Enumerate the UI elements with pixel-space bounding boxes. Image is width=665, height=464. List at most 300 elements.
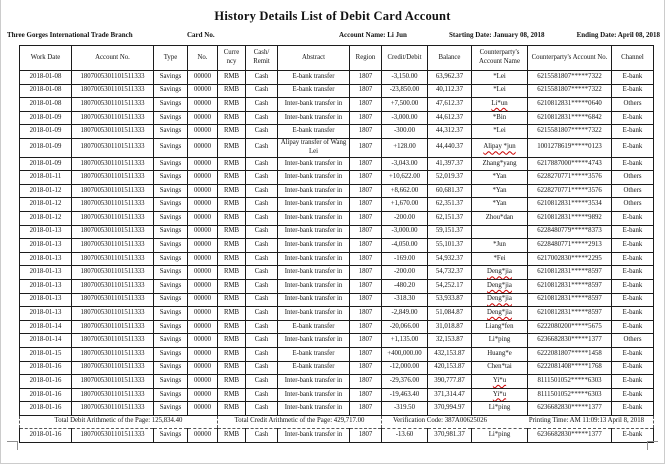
cell-channel: E-bank [612, 375, 654, 389]
cell-work-date: 2018-01-13 [20, 293, 72, 307]
cell-no: 00000 [188, 266, 218, 280]
cell-region: 1807 [350, 402, 382, 416]
cell-work-date: 2018-01-16 [20, 388, 72, 402]
cell-channel: E-bank [612, 361, 654, 375]
cell-work-date: 2018-01-08 [20, 84, 72, 98]
cell-counterparty-name: Chen*tai [472, 361, 528, 375]
cell-no: 00000 [188, 388, 218, 402]
cell-abstract: Inter-bank transfer in [278, 428, 350, 442]
cell-counterparty-name [472, 293, 528, 307]
table-row [20, 428, 654, 442]
cell-region: 1807 [350, 225, 382, 239]
table-row [20, 98, 654, 112]
cell-channel: E-bank [612, 307, 654, 321]
cell-credit-debit: -300.00 [382, 125, 428, 139]
cell-channel: Others [612, 171, 654, 185]
cell-work-date: 2018-01-13 [20, 252, 72, 266]
cell-no: 00000 [188, 252, 218, 266]
cell-counterparty-account: 6236682830*****1377 [528, 402, 612, 416]
cell-type: Savings [154, 334, 188, 348]
cell-account-no: 1807005301101511333 [72, 293, 154, 307]
cell-counterparty-name [472, 388, 528, 402]
cell-cash-remit: Cash [246, 428, 278, 442]
col-header-counterparty-name: Counterparty's Account Name [472, 46, 528, 71]
cell-balance: 44,440.37 [428, 138, 472, 157]
cell-counterparty-account: 6210812831*****8597 [528, 293, 612, 307]
cell-credit-debit: -3,000.00 [382, 111, 428, 125]
cell-cash-remit: Cash [246, 84, 278, 98]
overflow-body [20, 428, 654, 442]
cell-currency: RMB [218, 212, 246, 226]
header-row [20, 46, 654, 71]
table-row [20, 212, 654, 226]
cell-counterparty-account: 6236682830*****1377 [528, 428, 612, 442]
cell-counterparty-name: Zhang*yang [472, 157, 528, 171]
cell-account-no: 1807005301101511333 [72, 252, 154, 266]
cell-region: 1807 [350, 98, 382, 112]
cell-channel: E-bank [612, 279, 654, 293]
cell-balance: 31,018.87 [428, 320, 472, 334]
cell-credit-debit: -13.60 [382, 428, 428, 442]
cell-counterparty-name: *Fei [472, 252, 528, 266]
cell-cash-remit: Cash [246, 388, 278, 402]
cell-counterparty-account: 8111501052*****6303 [528, 375, 612, 389]
cell-credit-debit: -20,066.00 [382, 320, 428, 334]
cell-region: 1807 [350, 320, 382, 334]
cell-balance: 44,312.37 [428, 125, 472, 139]
cell-currency: RMB [218, 361, 246, 375]
total-credit: Total Credit Arithmetic of the Page: 429,717.00 [218, 415, 382, 428]
cell-channel: E-bank [612, 157, 654, 171]
cell-cash-remit: Cash [246, 111, 278, 125]
cell-cash-remit: Cash [246, 252, 278, 266]
cell-account-no: 1807005301101511333 [72, 375, 154, 389]
cell-credit-debit: -12,000.00 [382, 361, 428, 375]
table-row [20, 334, 654, 348]
cell-channel: E-bank [612, 111, 654, 125]
cell-cash-remit: Cash [246, 347, 278, 361]
cell-counterparty-name: *Lei [472, 71, 528, 85]
col-header-credit-debit: Credit/Debit [382, 46, 428, 71]
cell-abstract: Inter-bank transfer in [278, 375, 350, 389]
cell-no: 00000 [188, 125, 218, 139]
cell-currency: RMB [218, 293, 246, 307]
misspelled-name: Deng*jia [487, 281, 512, 289]
cell-abstract: E-bank transfer [278, 347, 350, 361]
cell-no: 00000 [188, 138, 218, 157]
cell-counterparty-name: *Lei [472, 125, 528, 139]
cell-channel: E-bank [612, 266, 654, 280]
cell-account-no: 1807005301101511333 [72, 138, 154, 157]
cell-type: Savings [154, 252, 188, 266]
col-header-counterparty-account: Counterparty's Account No. [528, 46, 612, 71]
cell-work-date: 2018-01-14 [20, 334, 72, 348]
cell-counterparty-account: 6210812831*****3534 [528, 198, 612, 212]
cell-currency: RMB [218, 320, 246, 334]
col-header-channel: Channel [612, 46, 654, 71]
cell-cash-remit: Cash [246, 71, 278, 85]
cell-region: 1807 [350, 347, 382, 361]
cell-type: Savings [154, 347, 188, 361]
cell-work-date: 2018-01-12 [20, 184, 72, 198]
cell-currency: RMB [218, 98, 246, 112]
table-body [20, 71, 654, 416]
cell-work-date: 2018-01-08 [20, 98, 72, 112]
cell-currency: RMB [218, 111, 246, 125]
cell-work-date: 2018-01-13 [20, 239, 72, 253]
cell-abstract: Inter-bank transfer in [278, 157, 350, 171]
cell-type: Savings [154, 239, 188, 253]
cell-channel: E-bank [612, 320, 654, 334]
cell-currency: RMB [218, 84, 246, 98]
cell-balance: 55,101.37 [428, 239, 472, 253]
cell-credit-debit: -3,043.00 [382, 157, 428, 171]
cell-counterparty-name: Li*ping [472, 402, 528, 416]
page-margin-mark-bottom-right [647, 441, 658, 450]
branch-name: Three Gorges International Trade Branch [7, 31, 133, 39]
cell-balance: 41,397.37 [428, 157, 472, 171]
cell-type: Savings [154, 157, 188, 171]
cell-no: 00000 [188, 402, 218, 416]
cell-credit-debit: -3,150.00 [382, 71, 428, 85]
cell-abstract: Inter-bank transfer in [278, 252, 350, 266]
cell-cash-remit: Cash [246, 361, 278, 375]
cell-cash-remit: Cash [246, 279, 278, 293]
cell-counterparty-name: *Jun [472, 239, 528, 253]
cell-credit-debit: +400,000.00 [382, 347, 428, 361]
cell-region: 1807 [350, 428, 382, 442]
cell-credit-debit: +10,622.00 [382, 171, 428, 185]
cell-cash-remit: Cash [246, 402, 278, 416]
cell-type: Savings [154, 71, 188, 85]
cell-counterparty-name [472, 279, 528, 293]
cell-abstract: E-bank transfer [278, 84, 350, 98]
cell-cash-remit: Cash [246, 171, 278, 185]
cell-no: 00000 [188, 307, 218, 321]
cell-channel: E-bank [612, 402, 654, 416]
cell-region: 1807 [350, 138, 382, 157]
cell-abstract: Inter-bank transfer in [278, 225, 350, 239]
cell-credit-debit: +8,662.00 [382, 184, 428, 198]
cell-currency: RMB [218, 171, 246, 185]
cell-currency: RMB [218, 388, 246, 402]
cell-counterparty-account: 6210812831*****6842 [528, 111, 612, 125]
cell-currency: RMB [218, 347, 246, 361]
cell-account-no: 1807005301101511333 [72, 334, 154, 348]
page-margin-mark-bottom-left [7, 441, 18, 450]
cell-region: 1807 [350, 307, 382, 321]
cell-counterparty-account: 6236682830*****1377 [528, 334, 612, 348]
table-row [20, 71, 654, 85]
cell-cash-remit: Cash [246, 212, 278, 226]
cell-region: 1807 [350, 334, 382, 348]
cell-cash-remit: Cash [246, 225, 278, 239]
cell-credit-debit: -200.00 [382, 212, 428, 226]
misspelled-name: Alipay *jun [483, 143, 516, 151]
cell-abstract: Inter-bank transfer in [278, 307, 350, 321]
cell-currency: RMB [218, 266, 246, 280]
cell-currency: RMB [218, 71, 246, 85]
table-row [20, 239, 654, 253]
cell-work-date: 2018-01-09 [20, 157, 72, 171]
cell-cash-remit: Cash [246, 320, 278, 334]
cell-region: 1807 [350, 279, 382, 293]
col-header-work-date: Work Date [20, 46, 72, 71]
cell-counterparty-account: 6215581807*****7322 [528, 71, 612, 85]
cell-cash-remit: Cash [246, 334, 278, 348]
cell-no: 00000 [188, 225, 218, 239]
table-row [20, 307, 654, 321]
cell-currency: RMB [218, 225, 246, 239]
cell-credit-debit: -169.00 [382, 252, 428, 266]
cell-balance: 370,981.37 [428, 428, 472, 442]
cell-cash-remit: Cash [246, 98, 278, 112]
table-row [20, 138, 654, 157]
cell-channel: E-bank [612, 125, 654, 139]
cell-cash-remit: Cash [246, 307, 278, 321]
cell-type: Savings [154, 320, 188, 334]
cell-account-no: 1807005301101511333 [72, 184, 154, 198]
cell-counterparty-name: Zhou*dan [472, 212, 528, 226]
cell-credit-debit: +128.00 [382, 138, 428, 157]
cell-counterparty-account: 6210812831*****8597 [528, 307, 612, 321]
cell-abstract: E-bank transfer [278, 125, 350, 139]
table-row [20, 157, 654, 171]
cell-abstract: Alipay transfer of Wang Lei [278, 138, 350, 157]
table-row [20, 252, 654, 266]
cell-balance: 63,962.37 [428, 71, 472, 85]
cell-cash-remit: Cash [246, 293, 278, 307]
cell-counterparty-account: 6217887000*****4743 [528, 157, 612, 171]
cell-no: 00000 [188, 212, 218, 226]
cell-no: 00000 [188, 293, 218, 307]
cell-cash-remit: Cash [246, 125, 278, 139]
cell-region: 1807 [350, 239, 382, 253]
cell-type: Savings [154, 361, 188, 375]
cell-type: Savings [154, 279, 188, 293]
cell-currency: RMB [218, 157, 246, 171]
cell-counterparty-account: 1001278619*****0123 [528, 138, 612, 157]
cell-no: 00000 [188, 157, 218, 171]
cell-abstract: Inter-bank transfer in [278, 184, 350, 198]
cell-credit-debit: +7,500.00 [382, 98, 428, 112]
cell-type: Savings [154, 266, 188, 280]
cell-channel: Others [612, 334, 654, 348]
cell-counterparty-name: Li*ping [472, 428, 528, 442]
cell-type: Savings [154, 198, 188, 212]
cell-counterparty-account: 6210812831*****8597 [528, 279, 612, 293]
cell-account-no: 1807005301101511333 [72, 98, 154, 112]
col-header-type: Type [154, 46, 188, 71]
cell-work-date: 2018-01-16 [20, 428, 72, 442]
cell-balance: 62,351.37 [428, 198, 472, 212]
table-row [20, 184, 654, 198]
cell-account-no: 1807005301101511333 [72, 111, 154, 125]
table-row [20, 388, 654, 402]
cell-work-date: 2018-01-12 [20, 198, 72, 212]
cell-channel: E-bank [612, 293, 654, 307]
cell-counterparty-account: 6228480771*****2913 [528, 239, 612, 253]
cell-currency: RMB [218, 138, 246, 157]
cell-cash-remit: Cash [246, 138, 278, 157]
cell-currency: RMB [218, 198, 246, 212]
cell-account-no: 1807005301101511333 [72, 428, 154, 442]
col-header-balance: Balance [428, 46, 472, 71]
cell-credit-debit: -23,850.00 [382, 84, 428, 98]
cell-balance: 32,153.87 [428, 334, 472, 348]
cell-currency: RMB [218, 402, 246, 416]
cell-account-no: 1807005301101511333 [72, 71, 154, 85]
statement-meta [1, 31, 664, 42]
cell-channel: E-bank [612, 347, 654, 361]
cell-balance: 54,732.37 [428, 266, 472, 280]
cell-counterparty-account: 6222080200*****5675 [528, 320, 612, 334]
cell-no: 00000 [188, 375, 218, 389]
cell-balance: 51,084.87 [428, 307, 472, 321]
cell-channel: Others [612, 198, 654, 212]
starting-date: Starting Date: January 08, 2018 [449, 31, 545, 39]
cell-no: 00000 [188, 239, 218, 253]
cell-credit-debit: +1,135.00 [382, 334, 428, 348]
totals-body [20, 415, 654, 428]
cell-currency: RMB [218, 428, 246, 442]
cell-counterparty-name [472, 225, 528, 239]
cell-credit-debit: -3,000.00 [382, 225, 428, 239]
misspelled-name: Yi*u [492, 377, 507, 384]
cell-counterparty-name [472, 138, 528, 157]
cell-account-no: 1807005301101511333 [72, 279, 154, 293]
table-row [20, 375, 654, 389]
cell-type: Savings [154, 388, 188, 402]
statement-table [19, 45, 654, 443]
cell-no: 00000 [188, 84, 218, 98]
cell-region: 1807 [350, 125, 382, 139]
table-row [20, 279, 654, 293]
cell-abstract: Inter-bank transfer in [278, 293, 350, 307]
cell-counterparty-account: 8111501052*****6303 [528, 388, 612, 402]
cell-cash-remit: Cash [246, 239, 278, 253]
cell-type: Savings [154, 225, 188, 239]
cell-work-date: 2018-01-14 [20, 320, 72, 334]
cell-channel: E-bank [612, 138, 654, 157]
cell-type: Savings [154, 375, 188, 389]
cell-balance: 420,153.87 [428, 361, 472, 375]
cell-abstract: Inter-bank transfer in [278, 171, 350, 185]
misspelled-name: Deng*jia [487, 268, 512, 276]
cell-balance: 40,112.37 [428, 84, 472, 98]
cell-channel: Others [612, 98, 654, 112]
cell-work-date: 2018-01-09 [20, 111, 72, 125]
cell-no: 00000 [188, 320, 218, 334]
cell-account-no: 1807005301101511333 [72, 402, 154, 416]
col-header-cash-remit: Cash/ Remit [246, 46, 278, 71]
account-name: Account Name: Li Jun [339, 31, 407, 39]
cell-currency: RMB [218, 184, 246, 198]
cell-account-no: 1807005301101511333 [72, 225, 154, 239]
card-no-label: Card No. [187, 31, 215, 39]
cell-type: Savings [154, 98, 188, 112]
verification-code: Verification Code: 387A00625026 [393, 417, 488, 425]
cell-type: Savings [154, 307, 188, 321]
cell-credit-debit: -319.50 [382, 402, 428, 416]
misspelled-name: Li*un [491, 100, 508, 108]
table-row [20, 347, 654, 361]
cell-counterparty-account: 6210812831*****9892 [528, 212, 612, 226]
cell-balance: 59,151.37 [428, 225, 472, 239]
ending-date: Ending Date: April 08, 2018 [576, 31, 660, 39]
cell-region: 1807 [350, 198, 382, 212]
cell-work-date: 2018-01-08 [20, 71, 72, 85]
cell-account-no: 1807005301101511333 [72, 307, 154, 321]
cell-work-date: 2018-01-13 [20, 266, 72, 280]
cell-credit-debit: -480.20 [382, 279, 428, 293]
cell-abstract: E-bank transfer [278, 71, 350, 85]
cell-channel: E-bank [612, 71, 654, 85]
cell-balance: 62,151.37 [428, 212, 472, 226]
cell-balance: 390,777.87 [428, 375, 472, 389]
table-row [20, 225, 654, 239]
col-header-region: Region [350, 46, 382, 71]
cell-no: 00000 [188, 361, 218, 375]
cell-region: 1807 [350, 157, 382, 171]
cell-channel: E-bank [612, 388, 654, 402]
cell-counterparty-name: Liang*fen [472, 320, 528, 334]
table-row [20, 402, 654, 416]
cell-channel: E-bank [612, 212, 654, 226]
cell-work-date: 2018-01-16 [20, 402, 72, 416]
cell-cash-remit: Cash [246, 184, 278, 198]
cell-type: Savings [154, 84, 188, 98]
cell-balance: 432,153.87 [428, 347, 472, 361]
cell-type: Savings [154, 212, 188, 226]
cell-channel: E-bank [612, 225, 654, 239]
table-row [20, 320, 654, 334]
cell-balance: 52,019.37 [428, 171, 472, 185]
cell-region: 1807 [350, 184, 382, 198]
cell-credit-debit: -4,050.00 [382, 239, 428, 253]
cell-work-date: 2018-01-11 [20, 171, 72, 185]
cell-no: 00000 [188, 184, 218, 198]
cell-type: Savings [154, 171, 188, 185]
printing-time: Printing Time: AM 11:09:13 April 8, 2018 [528, 417, 644, 425]
cell-counterparty-account: 6215581807*****7322 [528, 84, 612, 98]
cell-currency: RMB [218, 239, 246, 253]
cell-counterparty-name: *Yan [472, 171, 528, 185]
cell-counterparty-name: *Bin [472, 111, 528, 125]
cell-account-no: 1807005301101511333 [72, 347, 154, 361]
cell-no: 00000 [188, 111, 218, 125]
cell-abstract: Inter-bank transfer in [278, 212, 350, 226]
cell-cash-remit: Cash [246, 375, 278, 389]
cell-counterparty-name [472, 375, 528, 389]
table-row [20, 171, 654, 185]
cell-work-date: 2018-01-16 [20, 375, 72, 389]
cell-balance: 60,681.37 [428, 184, 472, 198]
col-header-abstract: Abstract [278, 46, 350, 71]
cell-currency: RMB [218, 307, 246, 321]
cell-type: Savings [154, 293, 188, 307]
cell-counterparty-name [472, 98, 528, 112]
cell-counterparty-account: 6228480779*****8373 [528, 225, 612, 239]
misspelled-name: Deng*jia [487, 309, 512, 317]
cell-counterparty-account: 6222081807*****1458 [528, 347, 612, 361]
cell-cash-remit: Cash [246, 266, 278, 280]
cell-no: 00000 [188, 98, 218, 112]
cell-currency: RMB [218, 279, 246, 293]
cell-work-date: 2018-01-13 [20, 225, 72, 239]
cell-credit-debit: -29,376.00 [382, 375, 428, 389]
cell-counterparty-account: 6228270771*****3576 [528, 184, 612, 198]
